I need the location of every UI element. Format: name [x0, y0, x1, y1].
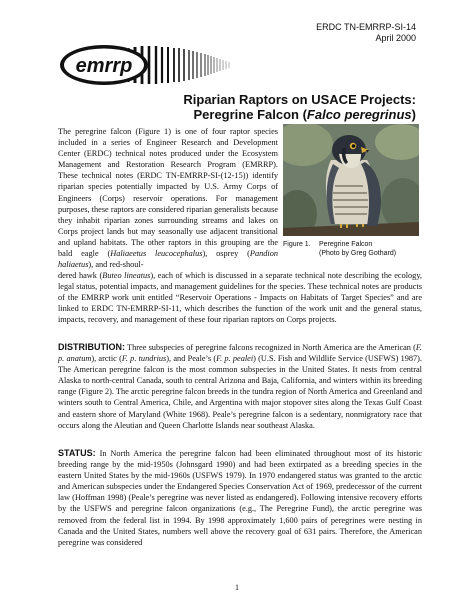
distribution-heading: DISTRIBUTION:: [58, 342, 125, 352]
logo-text: emrrp: [75, 55, 133, 77]
species-name: Pandion haliaetus: [58, 249, 279, 270]
subspecies-name: F. p. tundrius: [121, 354, 167, 364]
intro-paragraph: The peregrine falcon (Figure 1) is one of four raptor species included in a series of Engineer Research and Development Center (ERDC) technical notes produced under the Ecosystem Management and Restoration Research Program (EMRRP). These technical notes (ERDC TN-EMRRP-SI-(12-15)) identify riparian species potentially impacted by U.S. Army Corps of Engineers (Corps) reservoir operations. For management purposes, these raptors are considered riparian generalists because they inhabit riparian zones surrounding streams and lakes on Corps project lands but may seasonally use adjacent transitional and upland habitats. The other raptors in this grouping are the bald eagle (Haliaeetus leucocephalus), osprey (Pandion haliaetus), and red-shoul-: [58, 127, 279, 270]
title-line-1: Riparian Raptors on USACE Projects:: [183, 92, 416, 107]
scientific-name: Falco peregrinus: [306, 107, 412, 122]
page-number: 1: [235, 583, 239, 592]
intro-paragraph-continued: dered hawk (Buteo lineatus), each of which is discussed in a separate technical note describing the ecology, legal status, potential impacts, and management guidelines for the species. These technical notes are products of the EMRRP work unit entitled “Reservoir Operations - Impacts on Habitats of Target Species” and are linked to ERDC TN-EMRRP-SI-11, which describes the function of the work unit and the general status, impacts, recovery, and management of these four riparian raptors on Corps projects.: [58, 271, 423, 325]
figure-label: Figure 1.: [283, 241, 311, 248]
species-name: Haliaeetus leucocephalus: [110, 249, 203, 259]
figure-caption: [283, 240, 433, 258]
title-line-2: Peregrine Falcon (Falco peregrinus): [193, 107, 416, 122]
distribution-section: DISTRIBUTION: Three subspecies of peregrine falcons recognized in North America are the American (F. p. anatum), arctic (F. p. tundrius), and Peale’s (F. p. pealei) (U.S. Fish and Wildlife Service (USFWS) 1987). The American peregrine falcon is the most common subspecies in the United States. It nests from central Alaska to north-central Canada, south to central Arizona and Baja, California, and winters within its breeding range (Figure 2). The arctic peregrine falcon breeds in the tundra region of North America and Greenland and winters south to Central America, Chile, and Argentina with major stopover sites along the Texas Gulf Coast and eastern shore of Maryland (White 1968). Peale’s peregrine falcon is a sedentary, nonmigratory race that occurs along the Aleutian and Queen Charlotte Islands near southeast Alaska.: [58, 342, 423, 430]
photo-credit: (Photo by Greg Gothard): [319, 250, 397, 257]
document-id: ERDC TN-EMRRP-SI-14: [316, 22, 416, 32]
subspecies-name: F. p. pealei: [216, 354, 254, 364]
subspecies-name: F. p. anatum: [58, 343, 422, 364]
species-name: Buteo lineatus: [102, 271, 151, 280]
document-header: [316, 22, 416, 44]
emrrp-logo: [58, 42, 298, 88]
document-date: April 2000: [375, 33, 416, 43]
peregrine-falcon-photo: [283, 124, 419, 236]
page-title: [183, 92, 416, 122]
figure-title: Peregrine Falcon: [319, 241, 373, 248]
status-heading: STATUS:: [58, 448, 96, 458]
status-section: STATUS: In North America the peregrine falcon had been eliminated throughout most of its historic breeding range by the mid-1950s (Johnsgard 1990) and had been extirpated as a breeding species in the eastern United States by the mid-1960s (USFWS 1979). In 1970 endangered status was granted to the arctic and American subspecies under the Endangered Species Conservation Act of 1969, predecessor of the current law (Hoffman 1998) (Peale’s peregrine was never listed as endangered). Following intensive recovery efforts by the USFWS and peregrine falcon organizations (e.g., The Peregrine Fund), the arctic peregrine was removed from the federal list in 1994. By 1998 approximately 1,600 pairs of peregrines were nesting in Canada and the United States, numbers well above the recovery goal of 631 pairs. Therefore, the American peregrine was considered: [58, 448, 422, 547]
